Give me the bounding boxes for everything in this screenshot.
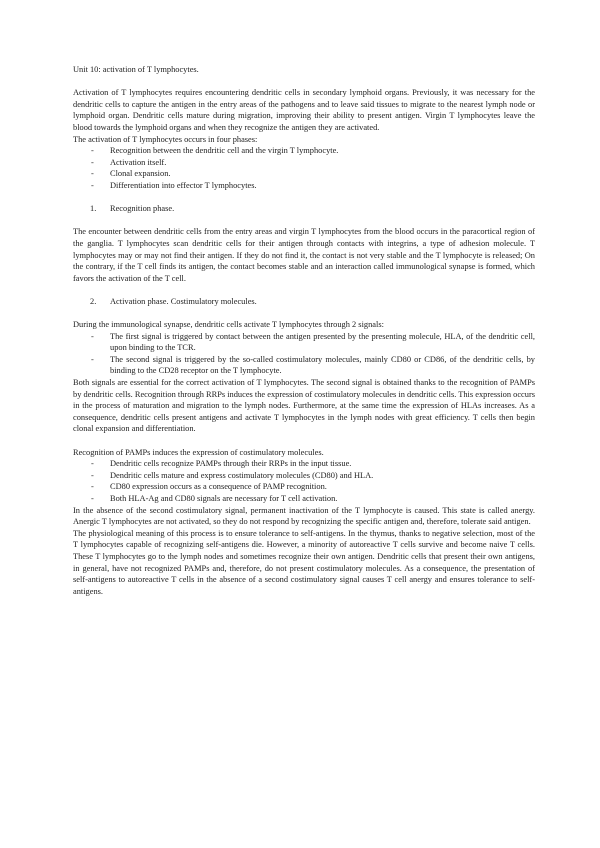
signals-paragraph: Both signals are essential for the correct activation of T lymphocytes. The second signal is obtained thanks to the recognition of PAMPs by dendritic cells. Recognition through RRPs induces the expression of costimulatory molecules in dendritic cells. This expression occurs in the process of maturation and migration to the lymph nodes. Furthermore, at the same time the expression of HLAs increases. As a consequence, dendritic cells present antigens and activate T lymphocytes in the lymph nodes with great efficiency. T cells then begin clonal expansion and differentiation. — [73, 378, 536, 434]
document-title: Unit 10: activation of T lymphocytes. — [73, 65, 199, 74]
document-page — [73, 64, 535, 597]
tolerance-paragraph: The physiological meaning of this process is to ensure tolerance to self-antigens. In the thymus, thanks to negative selection, most of the T lymphocytes capable of recognizing self-antigens die. However, a minority of autoreactive T cells survive and become naive T cells. These T lymphocytes go to the lymph nodes and sometimes recognize their own antigen. Dendritic cells that present their own antigens, in general, have not recognized PAMPs and, therefore, do not present costimulatory molecules. As a consequence, the presentation of self-antigens to autoreactive T cells in the absence of a second costimulatory signal causes T cell anergy and ensures tolerance to self-antigens. — [73, 528, 535, 596]
recognition-paragraph: The encounter between dendritic cells from the entry areas and virgin T lymphocytes from the blood occurs in the paracortical region of the ganglia. T lymphocytes scan dendritic cells for their antigen through contacts with integrins, a type of adhesion molecule. T lymphocytes may or may not find their antigen. If they do not find it, the contact is not very stable and the T lymphocyte is released; On the contrary, if the T cell finds its antigen, the contact becomes stable and an interaction called immunological synapse is formed, which favors the activation of the T cell. — [73, 227, 535, 283]
phases-list — [73, 145, 535, 191]
list-item: - Dendritic cells mature and express costimulatory molecules (CD80) and HLA. — [73, 470, 535, 482]
list-item: - The first signal is triggered by contact between the antigen presented by the presenting molecule, HLA, of the dendritic cell, upon binding to the TCR. — [73, 331, 535, 354]
anergy-paragraph: In the absence of the second costimulatory signal, permanent inactivation of the T lymphocyte is caused. This state is called anergy. Anergic T lymphocytes are not activated, so they do not respond by recognizing the specific antigen and, therefore, tolerate said antigen. — [73, 505, 535, 527]
list-item: - Clonal expansion. — [73, 168, 535, 180]
list-item: - Activation itself. — [73, 157, 535, 169]
section-1-number: 1. — [90, 204, 97, 214]
list-item: - The second signal is triggered by the so-called costimulatory molecules, mainly CD80 or CD86, of the dendritic cells, by binding to the CD28 receptor on the T lymphocyte. — [73, 354, 535, 377]
section-2-heading — [73, 296, 535, 308]
pamps-list — [73, 458, 535, 504]
intro-paragraph: Activation of T lymphocytes requires encountering dendritic cells in secondary lymphoid organs. Previously, it was necessary for the dendritic cells to capture the antigen in the entry areas of the pathogens and to leave said tissues to migrate to the nearest lymph node or lymphoid organ. Dendritic cells mature during migration, improving their ability to present antigen. Virgin T lymphocytes leave the blood towards the lymphoid organs and when they recognize the antigen they are activated. — [73, 88, 535, 132]
pamps-lead: Recognition of PAMPs induces the expression of costimulatory molecules. — [73, 447, 324, 457]
section-2-heading-text: Activation phase. Costimulatory molecules. — [110, 296, 257, 306]
signals-lead: During the immunological synapse, dendritic cells activate T lymphocytes through 2 signals: — [73, 320, 384, 330]
signals-list — [73, 331, 535, 377]
section-1-heading-list — [73, 203, 535, 215]
section-1-heading-text: Recognition phase. — [110, 204, 175, 214]
list-item: - Both HLA-Ag and CD80 signals are necessary for T cell activation. — [73, 493, 535, 505]
section-2-number: 2. — [90, 296, 97, 306]
list-item: - Dendritic cells recognize PAMPs through their RRPs in the input tissue. — [73, 458, 535, 470]
list-item: - Differentiation into effector T lymphocytes. — [73, 180, 535, 192]
list-item: - Recognition between the dendritic cell and the virgin T lymphocyte. — [73, 145, 535, 157]
phases-lead: The activation of T lymphocytes occurs in four phases: — [73, 134, 258, 144]
list-item: - CD80 expression occurs as a consequence of PAMP recognition. — [73, 481, 535, 493]
section-2-heading-list — [73, 296, 535, 308]
section-1-heading — [73, 203, 535, 215]
